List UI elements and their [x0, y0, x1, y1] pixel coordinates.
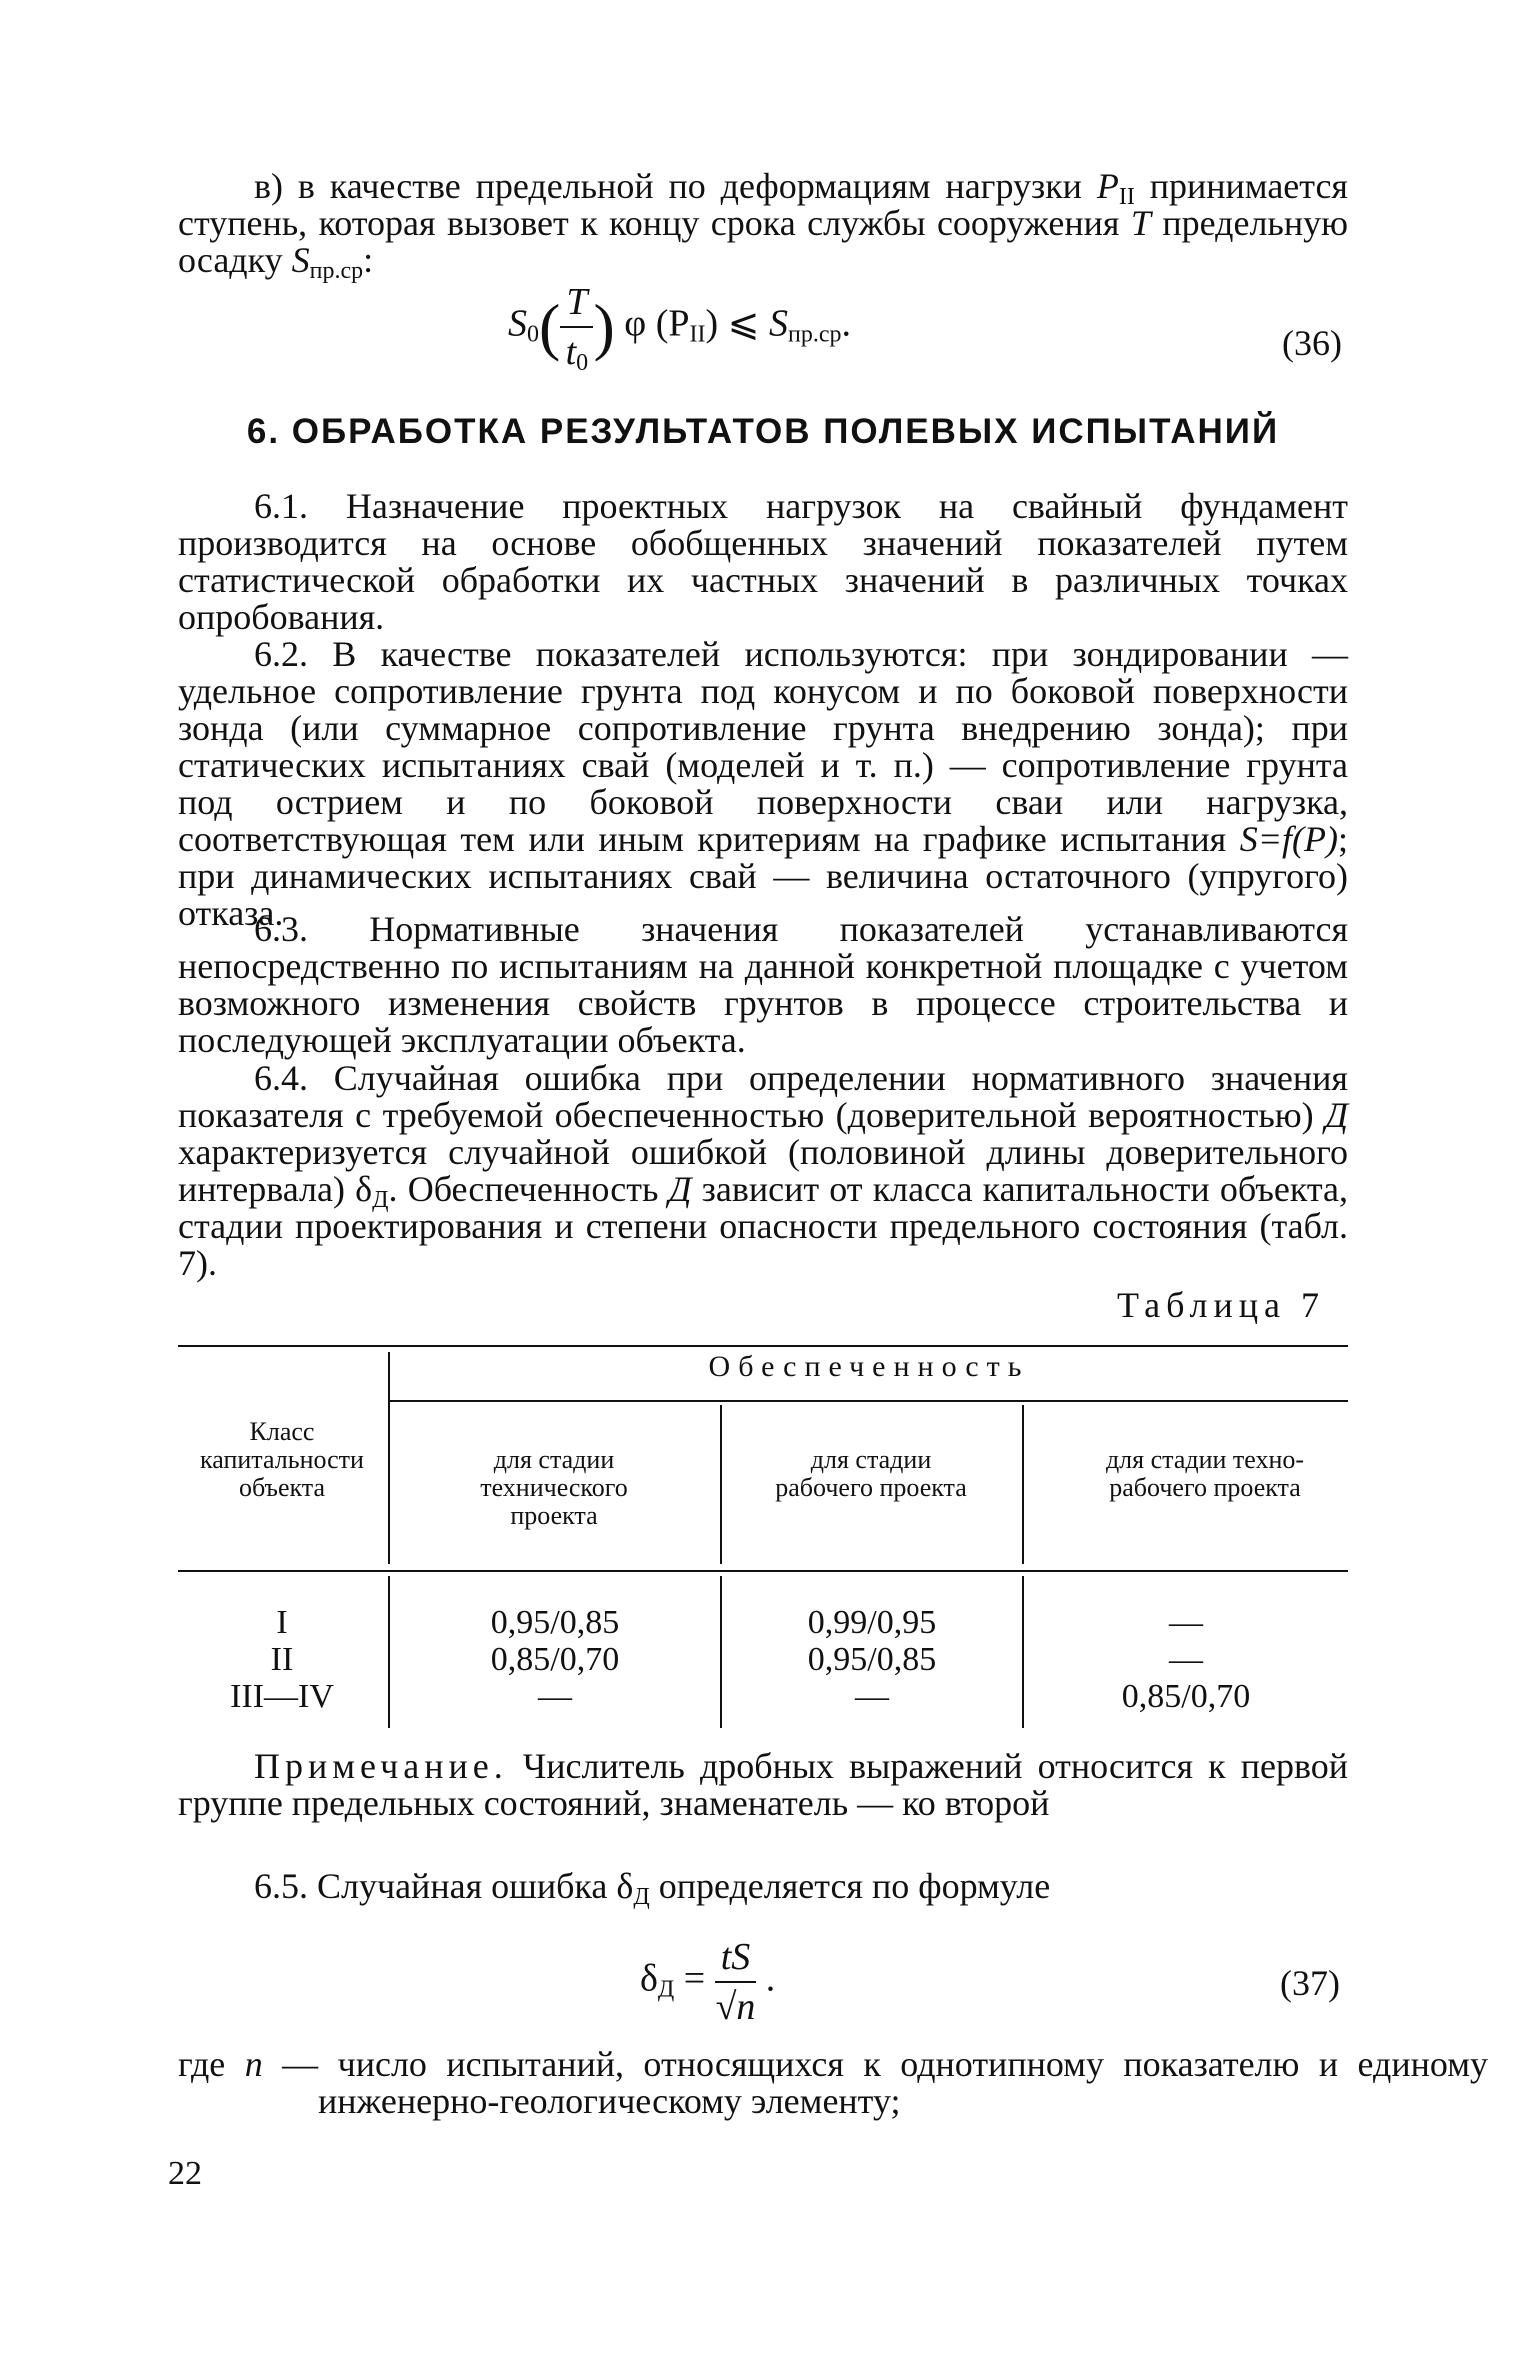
equation-number-36: (36)	[1282, 323, 1342, 363]
table-vline-header-3	[1022, 1405, 1024, 1564]
table-caption: Таблица 7	[1117, 1285, 1325, 1325]
paragraph-6-4: 6.4. Случайная ошибка при определении нормативного значения показателя с требуемой обеспеченностью (доверительной вероятностью) Д характеризуется случайной ошибкой (половиной длины доверительного интервала) $\delta_Д$. Обеспеченность Д зависит от класса капитальности объекта, стадии проектирования и степени опасности предельного состояния (табл. 7).	[178, 1058, 1349, 1283]
table-row-2-tech: 0,85/0,70	[490, 1641, 620, 1678]
paragraph-6-3: 6.3. Нормативные значения показателей устанавливаются непосредственно по испытаниям на данной конкретной площадке с учетом возможного изменения свойств грунтов в процессе строительства и последующей эксплуатации объекта.	[178, 909, 1348, 1060]
table-col0-header: Класс капитальности объекта	[200, 1417, 364, 1502]
table-header-rule	[178, 1570, 1348, 1572]
equation-number-37: (37)	[1280, 1963, 1340, 2003]
paragraph-6-1: 6.1. Назначение проектных нагрузок на свайный фундамент производится на основе обобщенных значений показателей путем статистической обработки их частных значений в различных точках опробования.	[178, 486, 1348, 637]
table-note: Примечание. Числитель дробных выражений относится к первой группе предельных состояний, знаменатель — ко второй	[178, 1746, 1348, 1823]
paragraph-6-5: 6.5. Случайная ошибка $\delta_Д$ определяется по формуле	[254, 1866, 1051, 1910]
table-vline-header-2	[720, 1405, 722, 1564]
formula-37: $\delta_Д$ = $\frac{tS}{√n}$ .	[640, 1936, 776, 2028]
where-clause: где n — число испытаний, относящихся к однотипному показателю и единому инженерно-геологическому элементу;	[178, 2044, 1488, 2121]
table-top-rule	[178, 1345, 1348, 1347]
paragraph-6-2: 6.2. В качестве показателей используются: при зондировании — удельное сопротивление грунта под конусом и по боковой поверхности зонда (или суммарное сопротивление грунта внедрению зонда); при статических испытаниях свай (моделей и т. п.) — сопротивление грунта под острием и по боковой поверхности сваи или нагрузка, соответствующая тем или иным критериям на графике испытания S=f(P); при динамических испытаниях свай — величина остаточного (упругого) отказа.	[178, 634, 1348, 933]
table-row-1-work: 0,99/0,95	[807, 1604, 937, 1641]
table-row-3-work: —	[855, 1678, 889, 1715]
section-heading: 6. ОБРАБОТКА РЕЗУЛЬТАТОВ ПОЛЕВЫХ ИСПЫТАНИЙ	[246, 412, 1280, 451]
page-number: 22	[168, 2155, 202, 2192]
table-group-rule	[388, 1400, 1348, 1402]
table-row-2-techwork: —	[1169, 1641, 1203, 1678]
table-row-1-tech: 0,95/0,85	[490, 1604, 620, 1641]
table-row-1-techwork: —	[1169, 1604, 1203, 1641]
table-row-3-tech: —	[538, 1678, 572, 1715]
table-vline-header-1	[388, 1352, 390, 1564]
table-group-header: Обеспеченность	[708, 1350, 1030, 1383]
table-row-2-class: II	[270, 1641, 294, 1678]
table-col1-header: для стадии технического проекта	[480, 1445, 628, 1530]
table-col2-header: для стадии рабочего проекта	[775, 1445, 967, 1502]
table-row-3-class: III—IV	[230, 1678, 334, 1715]
intro-paragraph: в) в качестве предельной по деформациям нагрузки $P_{II}$ принимается ступень, которая вызовет к концу срока службы сооружения T предельную осадку $S_{пр.ср}$:	[178, 166, 1348, 284]
table-col3-header: для стадии техно-рабочего проекта	[1105, 1445, 1305, 1502]
table-row-3-techwork: 0,85/0,70	[1121, 1678, 1251, 1715]
formula-36: $S_0$( $\frac{T}{t_0}$ ) φ $(P_{II})$ ⩽ $S_{пр.ср}$.	[508, 281, 851, 376]
table-row-1-class: I	[276, 1604, 288, 1641]
table-row-2-work: 0,95/0,85	[807, 1641, 937, 1678]
